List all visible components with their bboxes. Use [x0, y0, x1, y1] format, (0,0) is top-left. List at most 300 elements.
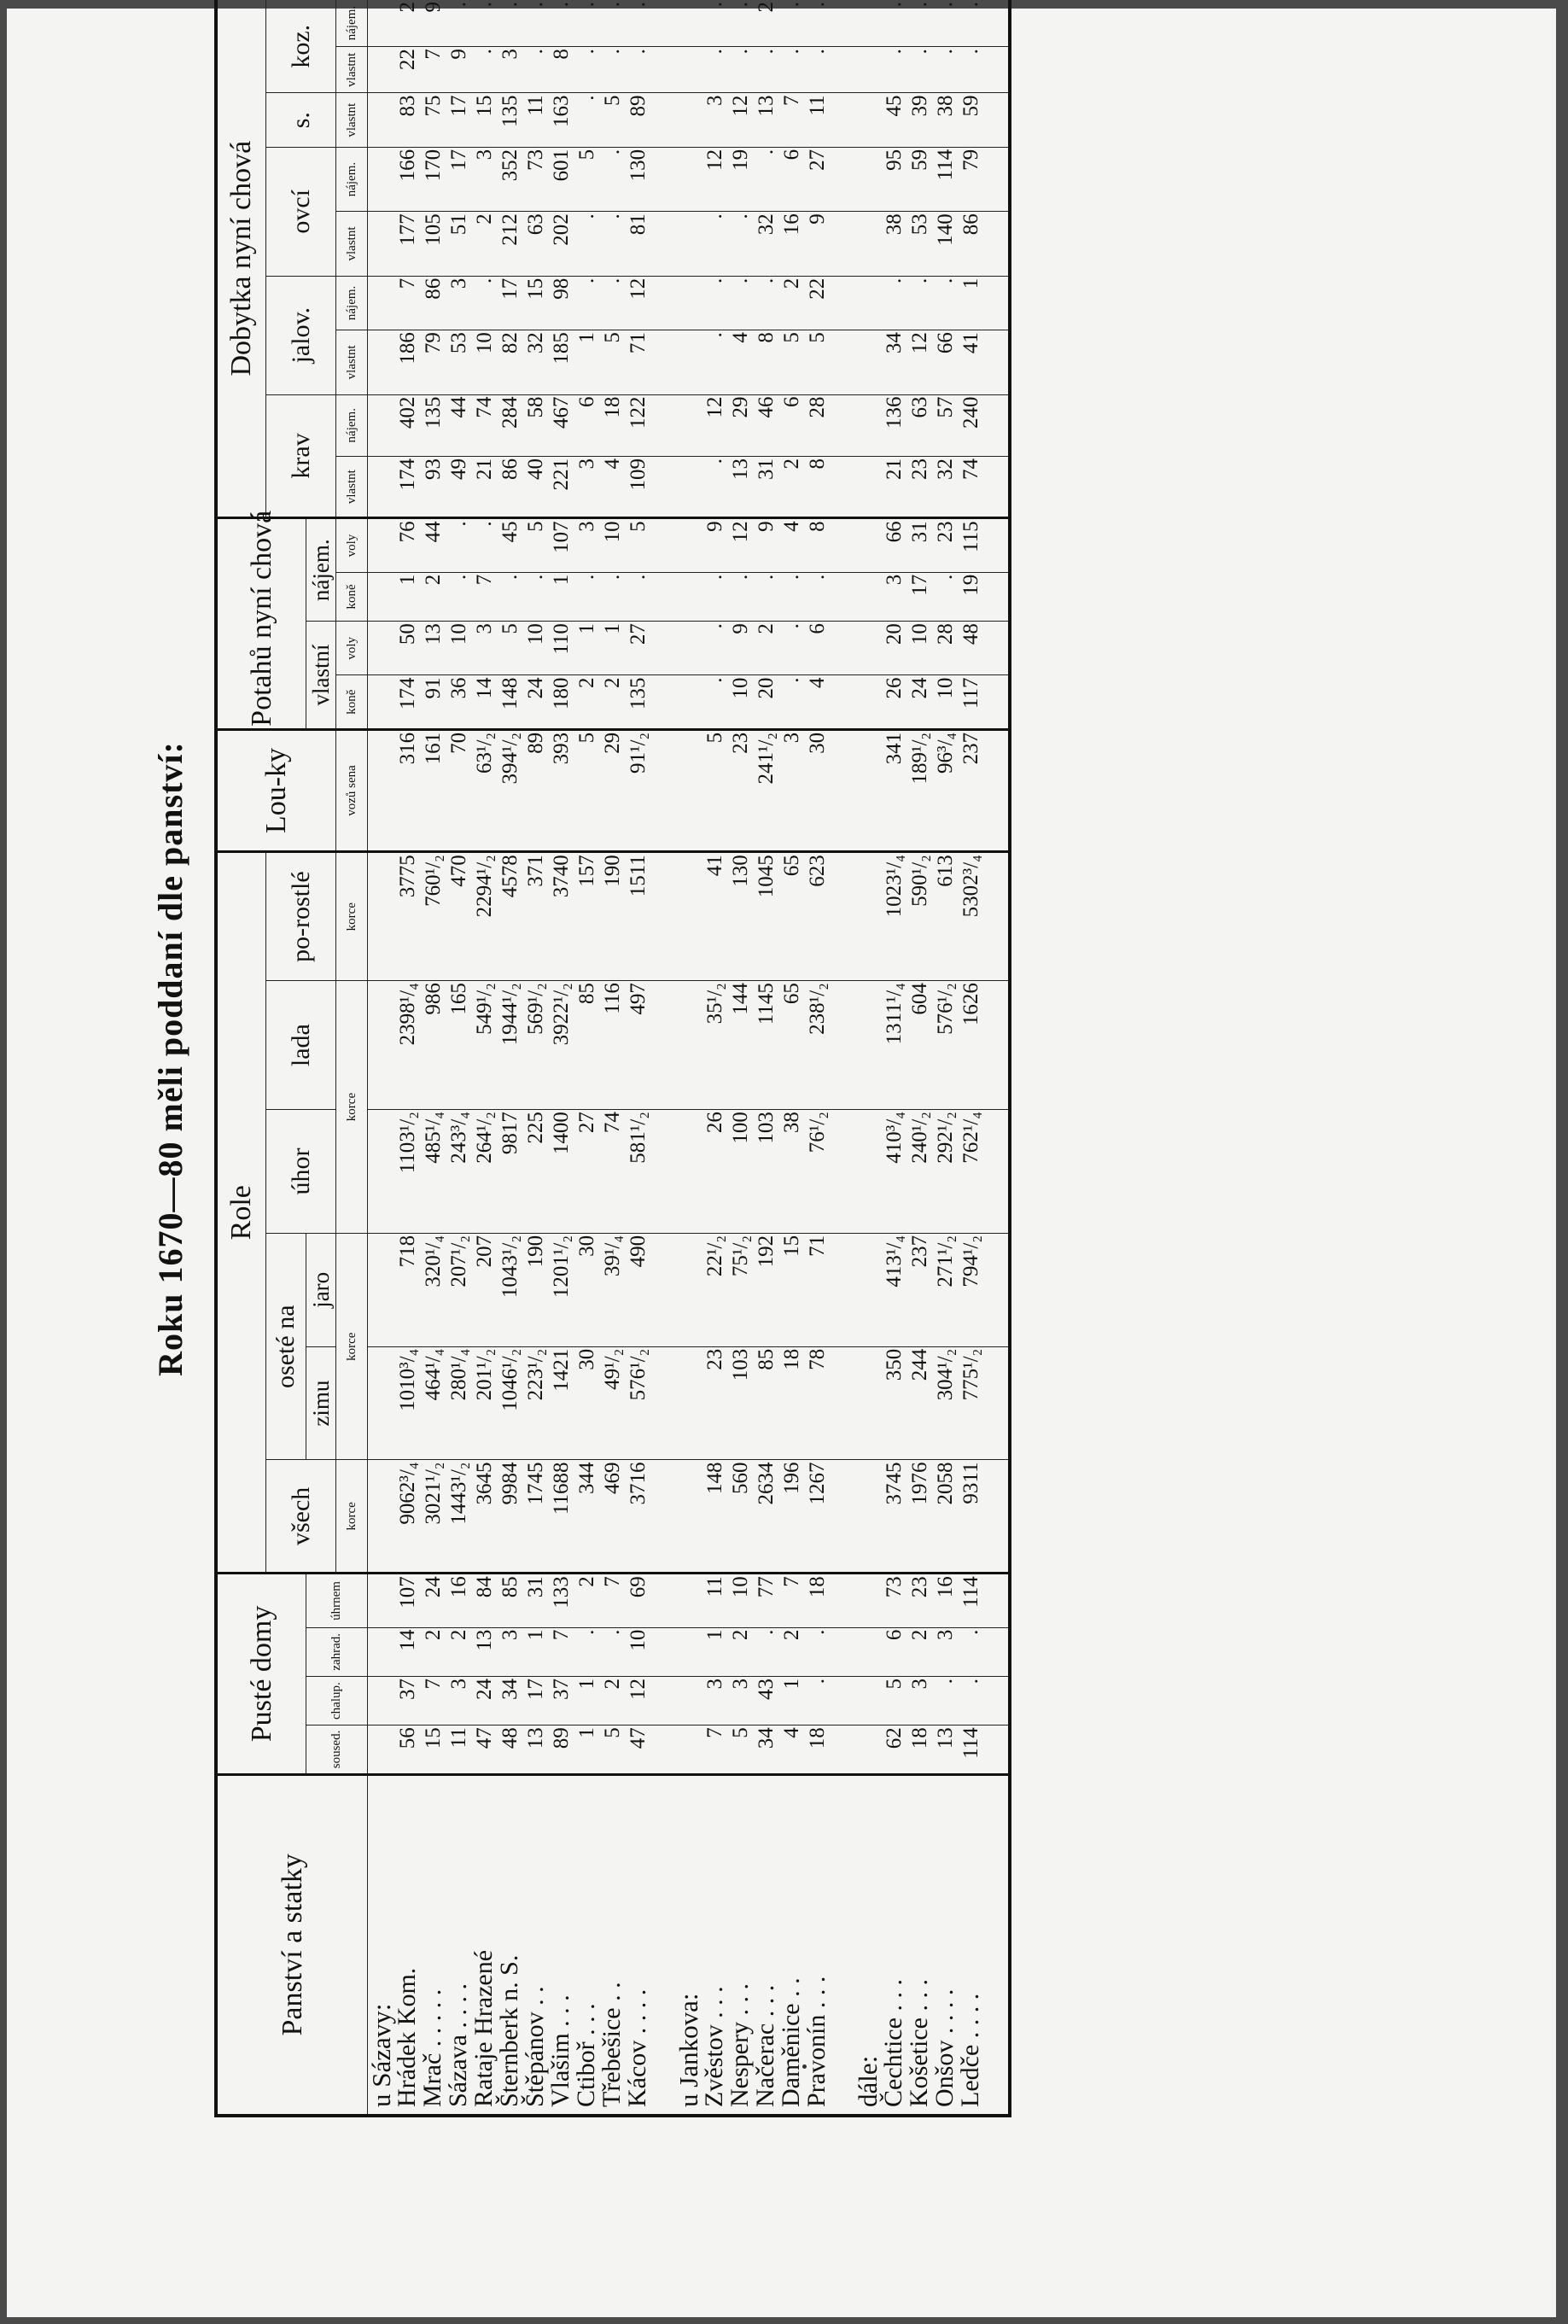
table-cell: 71: [625, 330, 650, 394]
table-row: [394, 0, 420, 2116]
table-cell: .: [932, 572, 958, 621]
table-cell: 7: [394, 276, 420, 330]
group-row: [368, 0, 395, 2116]
table-cell: [675, 622, 702, 675]
table-cell: 73: [881, 1574, 906, 1627]
table-cell: 4: [778, 1725, 804, 1774]
table-cell: [830, 1676, 854, 1725]
table-cell: [675, 1346, 702, 1460]
header-najem-sub: nájem.: [336, 147, 368, 211]
table-cell: 243³/₄: [446, 1110, 471, 1234]
table-cell: 65: [778, 852, 804, 981]
table-cell: 1421: [548, 1346, 574, 1460]
table-cell: 11: [804, 93, 830, 147]
header-louky: Lou-ky: [216, 729, 336, 851]
header-dobytka: Dobytka nyní chová: [216, 0, 266, 518]
header-pustedomy: Pusté domy: [216, 1574, 306, 1774]
table-cell: [854, 675, 881, 729]
table-cell: 66: [881, 518, 906, 572]
spacer-row: [650, 0, 675, 2116]
table-cell: [675, 1574, 702, 1627]
table-cell: 89: [625, 93, 650, 147]
table-cell: [830, 675, 854, 729]
table-cell: [983, 93, 1010, 147]
table-cell: .: [471, 276, 497, 330]
table-cell: 10: [727, 675, 753, 729]
table-cell: 89: [548, 1725, 574, 1774]
table-cell: 14: [394, 1627, 420, 1676]
table-cell: .: [599, 572, 625, 621]
table-cell: 470: [446, 852, 471, 981]
header-vlastni-sub: vlastnt: [336, 330, 368, 394]
table-cell: .: [548, 0, 574, 47]
table-cell: 21: [471, 456, 497, 517]
table-cell: [983, 456, 1010, 517]
table-cell: 174: [394, 456, 420, 517]
table-cell: 10: [446, 622, 471, 675]
table-cell: 18: [804, 1574, 830, 1627]
table-cell: [675, 93, 702, 147]
table-cell: 65: [778, 981, 804, 1110]
table-cell: [368, 212, 395, 276]
table-cell: [650, 1346, 675, 1460]
table-cell: 28: [804, 394, 830, 456]
table-cell: 240: [958, 394, 983, 456]
table-cell: 292¹/₂: [932, 1110, 958, 1234]
estate-name: Daměnice . .: [778, 1774, 804, 2116]
table-cell: [830, 93, 854, 147]
table-cell: .: [727, 47, 753, 93]
estate-name: Pravonín . . .: [804, 1774, 830, 2116]
table-cell: 50: [394, 622, 420, 675]
table-cell: 201¹/₂: [471, 1346, 497, 1460]
table-cell: [368, 1233, 395, 1346]
table-cell: [368, 93, 395, 147]
table-cell: 130: [625, 147, 650, 211]
table-cell: 2: [599, 1676, 625, 1725]
table-cell: [368, 572, 395, 621]
table-cell: [368, 47, 395, 93]
table-cell: 341: [881, 729, 906, 851]
table-cell: 174: [394, 675, 420, 729]
table-cell: 53: [906, 212, 932, 276]
estate-name: Kácov . . . .: [625, 1774, 650, 2116]
header-kone: koně: [336, 572, 368, 621]
table-cell: [368, 276, 395, 330]
table-cell: 238¹/₂: [804, 981, 830, 1110]
table-cell: 1400: [548, 1110, 574, 1234]
table-cell: 57: [932, 394, 958, 456]
table-cell: 27: [625, 622, 650, 675]
table-cell: 5: [778, 330, 804, 394]
table-cell: 1: [778, 1676, 804, 1725]
table-cell: 352: [497, 147, 522, 211]
table-cell: 69: [625, 1574, 650, 1627]
header-pustedomy-sub: zahrad.: [306, 1627, 368, 1676]
table-cell: 4: [727, 330, 753, 394]
table-cell: [675, 147, 702, 211]
table-cell: 18: [599, 394, 625, 456]
table-cell: 45: [881, 93, 906, 147]
table-cell: 576¹/₂: [932, 981, 958, 1110]
table-cell: 1: [394, 572, 420, 621]
table-cell: [650, 981, 675, 1110]
table-cell: 2: [778, 1627, 804, 1676]
table-cell: 9311: [958, 1460, 983, 1574]
table-cell: .: [702, 675, 727, 729]
header-najem: nájem.: [306, 518, 336, 622]
table-cell: [675, 276, 702, 330]
table-cell: 5: [522, 518, 548, 572]
table-cell: .: [958, 0, 983, 47]
header-korce: korce: [336, 852, 368, 981]
table-cell: [650, 212, 675, 276]
table-cell: 280¹/₄: [446, 1346, 471, 1460]
table-row: [446, 0, 471, 2116]
table-cell: 5: [574, 147, 599, 211]
table-cell: [854, 1725, 881, 1774]
table-cell: .: [702, 212, 727, 276]
table-cell: 75: [420, 93, 446, 147]
table-cell: [854, 852, 881, 981]
table-cell: 1: [522, 1627, 548, 1676]
table-cell: 12: [906, 330, 932, 394]
table-cell: 24: [522, 675, 548, 729]
table-cell: [983, 1110, 1010, 1234]
table-cell: .: [906, 276, 932, 330]
table-cell: 135: [497, 93, 522, 147]
table-cell: 601: [548, 147, 574, 211]
table-cell: 581¹/₂: [625, 1110, 650, 1234]
table-cell: .: [702, 456, 727, 517]
table-cell: 3: [932, 1627, 958, 1676]
table-cell: 66: [932, 330, 958, 394]
table-cell: 4: [804, 675, 830, 729]
table-cell: 485¹/₄: [420, 1110, 446, 1234]
table-cell: 3: [727, 1676, 753, 1725]
table-cell: 31: [753, 456, 778, 517]
table-cell: 393: [548, 729, 574, 851]
header-pustedomy-sub: úhrnem: [306, 1574, 368, 1627]
table-cell: 114: [958, 1574, 983, 1627]
table-cell: 240¹/₂: [906, 1110, 932, 1234]
table-cell: 17: [446, 147, 471, 211]
table-cell: 19: [958, 572, 983, 621]
table-cell: 1201¹/₂: [548, 1233, 574, 1346]
table-cell: 135: [420, 394, 446, 456]
table-cell: 10: [727, 1574, 753, 1627]
table-cell: [675, 675, 702, 729]
table-cell: .: [574, 47, 599, 93]
table-cell: 75¹/₂: [727, 1233, 753, 1346]
table-cell: .: [906, 47, 932, 93]
table-cell: [983, 518, 1010, 572]
table-row: [420, 0, 446, 2116]
table-cell: 3775: [394, 852, 420, 981]
table-cell: 43: [753, 1676, 778, 1725]
table-cell: [650, 276, 675, 330]
table-cell: .: [574, 212, 599, 276]
table-cell: 8: [753, 330, 778, 394]
group-row: [675, 0, 702, 2116]
table-cell: 23: [702, 1346, 727, 1460]
table-cell: 5: [599, 1725, 625, 1774]
table-cell: 166: [394, 147, 420, 211]
table-cell: 16: [778, 212, 804, 276]
table-cell: 223¹/₂: [522, 1346, 548, 1460]
table-cell: .: [625, 572, 650, 621]
table-cell: 114: [932, 147, 958, 211]
table-cell: [675, 572, 702, 621]
table-cell: 144: [727, 981, 753, 1110]
table-cell: [368, 330, 395, 394]
table-cell: 413¹/₄: [881, 1233, 906, 1346]
table-cell: [650, 572, 675, 621]
table-cell: 38: [778, 1110, 804, 1234]
table-cell: 86: [958, 212, 983, 276]
table-cell: .: [574, 276, 599, 330]
table-cell: 44: [446, 394, 471, 456]
table-cell: 85: [497, 1574, 522, 1627]
table-cell: 39¹/₄: [599, 1233, 625, 1346]
table-cell: 9: [446, 47, 471, 93]
table-cell: 180: [548, 675, 574, 729]
table-cell: 264¹/₂: [471, 1110, 497, 1234]
table-cell: [368, 1346, 395, 1460]
table-cell: 1267: [804, 1460, 830, 1574]
table-cell: 133: [548, 1574, 574, 1627]
table-cell: [830, 981, 854, 1110]
table-cell: .: [778, 675, 804, 729]
table-cell: 11: [522, 93, 548, 147]
table-cell: 9: [702, 518, 727, 572]
table-cell: 10: [599, 518, 625, 572]
table-cell: .: [471, 518, 497, 572]
table-cell: 23: [906, 1574, 932, 1627]
table-cell: 31: [906, 518, 932, 572]
estate-name: Ctiboř . . .: [574, 1774, 599, 2116]
table-cell: [983, 1233, 1010, 1346]
table-cell: [983, 276, 1010, 330]
table-cell: 8: [804, 456, 830, 517]
table-cell: 83: [394, 93, 420, 147]
table-cell: 5: [497, 622, 522, 675]
table-cell: [650, 675, 675, 729]
table-cell: [854, 622, 881, 675]
table-cell: [854, 1627, 881, 1676]
table-cell: 117: [958, 675, 983, 729]
table-cell: 39: [906, 93, 932, 147]
estate-name: Ledče . . . .: [958, 1774, 983, 2116]
table-cell: [830, 1460, 854, 1574]
table-cell: 18: [804, 1725, 830, 1774]
estate-name: Čechtice . . .: [881, 1774, 906, 2116]
table-cell: 26: [702, 1110, 727, 1234]
table-cell: 82: [497, 330, 522, 394]
table-cell: [830, 572, 854, 621]
table-cell: 1: [574, 622, 599, 675]
table-cell: 28: [932, 622, 958, 675]
table-cell: 560: [727, 1460, 753, 1574]
table-cell: 1046¹/₂: [497, 1346, 522, 1460]
table-cell: [983, 1774, 1010, 2116]
table-cell: .: [625, 0, 650, 47]
table-cell: 497: [625, 981, 650, 1110]
table-cell: .: [599, 147, 625, 211]
table-row: [727, 0, 753, 2116]
table-cell: 8: [804, 518, 830, 572]
table-cell: [854, 1676, 881, 1725]
table-cell: .: [702, 0, 727, 47]
table-cell: .: [471, 47, 497, 93]
table-cell: [675, 1110, 702, 1234]
table-cell: 18: [906, 1725, 932, 1774]
table-cell: 29: [727, 394, 753, 456]
table-cell: 10: [625, 1627, 650, 1676]
table-cell: .: [804, 0, 830, 47]
table-cell: 221: [548, 456, 574, 517]
table-cell: [854, 1346, 881, 1460]
table-cell: 207: [471, 1233, 497, 1346]
table-cell: 590¹/₂: [906, 852, 932, 981]
table-cell: 762¹/₄: [958, 1110, 983, 1234]
table-cell: .: [599, 276, 625, 330]
table-cell: 7: [471, 572, 497, 621]
table-cell: .: [599, 47, 625, 93]
header-korce: korce: [336, 1233, 368, 1460]
estate-name: Šternberk n. S.: [497, 1774, 522, 2116]
estate-name: Sázava . . . .: [446, 1774, 471, 2116]
table-cell: [830, 1725, 854, 1774]
table-cell: 3: [702, 1676, 727, 1725]
table-cell: 344: [574, 1460, 599, 1574]
header-zimu: zimu: [306, 1346, 336, 1460]
table-cell: 760¹/₂: [420, 852, 446, 981]
table-cell: [650, 93, 675, 147]
table-cell: 410³/₄: [881, 1110, 906, 1234]
table-cell: 74: [599, 1110, 625, 1234]
table-cell: 2: [753, 0, 778, 47]
group-label: u Jankova:: [675, 1774, 702, 2116]
table-cell: 110: [548, 622, 574, 675]
table-cell: 157: [574, 852, 599, 981]
table-cell: 2: [574, 1574, 599, 1627]
table-cell: 718: [394, 1233, 420, 1346]
table-cell: 2: [471, 212, 497, 276]
table-cell: 148: [497, 675, 522, 729]
table-cell: [830, 212, 854, 276]
table-cell: [650, 1725, 675, 1774]
table-row: [599, 0, 625, 2116]
table-cell: 79: [958, 147, 983, 211]
estate-name: Rataje Hrazené: [471, 1774, 497, 2116]
header-jaro: jaro: [306, 1233, 336, 1346]
table-cell: 7: [420, 47, 446, 93]
table-cell: 84: [471, 1574, 497, 1627]
table-cell: [675, 1233, 702, 1346]
table-cell: [854, 981, 881, 1110]
table-cell: [675, 0, 702, 47]
table-cell: [675, 981, 702, 1110]
table-cell: 18: [778, 1346, 804, 1460]
table-cell: 13: [420, 622, 446, 675]
table-cell: 81: [625, 212, 650, 276]
table-cell: 74: [958, 456, 983, 517]
table-cell: [983, 394, 1010, 456]
table-cell: [854, 1110, 881, 1234]
table-cell: 24: [471, 1676, 497, 1725]
table-cell: [854, 330, 881, 394]
table-row: [574, 0, 599, 2116]
table-cell: 10: [906, 622, 932, 675]
table-cell: .: [778, 47, 804, 93]
table-cell: 1010³/₄: [394, 1346, 420, 1460]
table-cell: [854, 93, 881, 147]
table-cell: .: [932, 0, 958, 47]
header-najem-sub: nájem.: [336, 0, 368, 47]
table-cell: [983, 572, 1010, 621]
table-cell: [830, 147, 854, 211]
table-cell: 12: [727, 93, 753, 147]
table-cell: 1: [548, 572, 574, 621]
table-cell: 49¹/₂: [599, 1346, 625, 1460]
scanned-page: [7, 2, 1556, 2317]
table-cell: 9: [753, 518, 778, 572]
table-cell: 986: [420, 981, 446, 1110]
table-cell: [368, 456, 395, 517]
table-cell: 93: [420, 456, 446, 517]
table-cell: [854, 729, 881, 851]
table-cell: [675, 518, 702, 572]
table-cell: [650, 330, 675, 394]
table-cell: 5302³/₄: [958, 852, 983, 981]
table-cell: 794¹/₂: [958, 1233, 983, 1346]
table-cell: .: [497, 0, 522, 47]
table-cell: 17: [446, 93, 471, 147]
table-cell: [650, 852, 675, 981]
table-cell: [650, 147, 675, 211]
table-cell: .: [522, 47, 548, 93]
table-cell: [368, 1627, 395, 1676]
table-cell: 130: [727, 852, 753, 981]
table-cell: 96³/₄: [932, 729, 958, 851]
estate-name: Zvěstov . . .: [702, 1774, 727, 2116]
estate-name: Hrádek Kom.: [394, 1774, 420, 2116]
table-cell: [830, 518, 854, 572]
table-cell: 2: [906, 1627, 932, 1676]
table-cell: [854, 1574, 881, 1627]
table-row: [471, 0, 497, 2116]
table-cell: 2: [753, 622, 778, 675]
table-row: [522, 0, 548, 2116]
table-cell: [675, 729, 702, 851]
table-cell: 38: [932, 93, 958, 147]
table-cell: 3645: [471, 1460, 497, 1574]
table-cell: 30: [574, 1346, 599, 1460]
table-cell: 2294¹/₂: [471, 852, 497, 981]
table-cell: 241¹/₂: [753, 729, 778, 851]
table-cell: [368, 1676, 395, 1725]
table-row: [702, 0, 727, 2116]
table-cell: [675, 852, 702, 981]
table-cell: 10: [932, 675, 958, 729]
table-cell: 3021¹/₂: [420, 1460, 446, 1574]
table-cell: 371: [522, 852, 548, 981]
table-cell: 17: [522, 1676, 548, 1725]
table-cell: 196: [778, 1460, 804, 1574]
table-cell: .: [446, 518, 471, 572]
table-cell: 20: [753, 675, 778, 729]
